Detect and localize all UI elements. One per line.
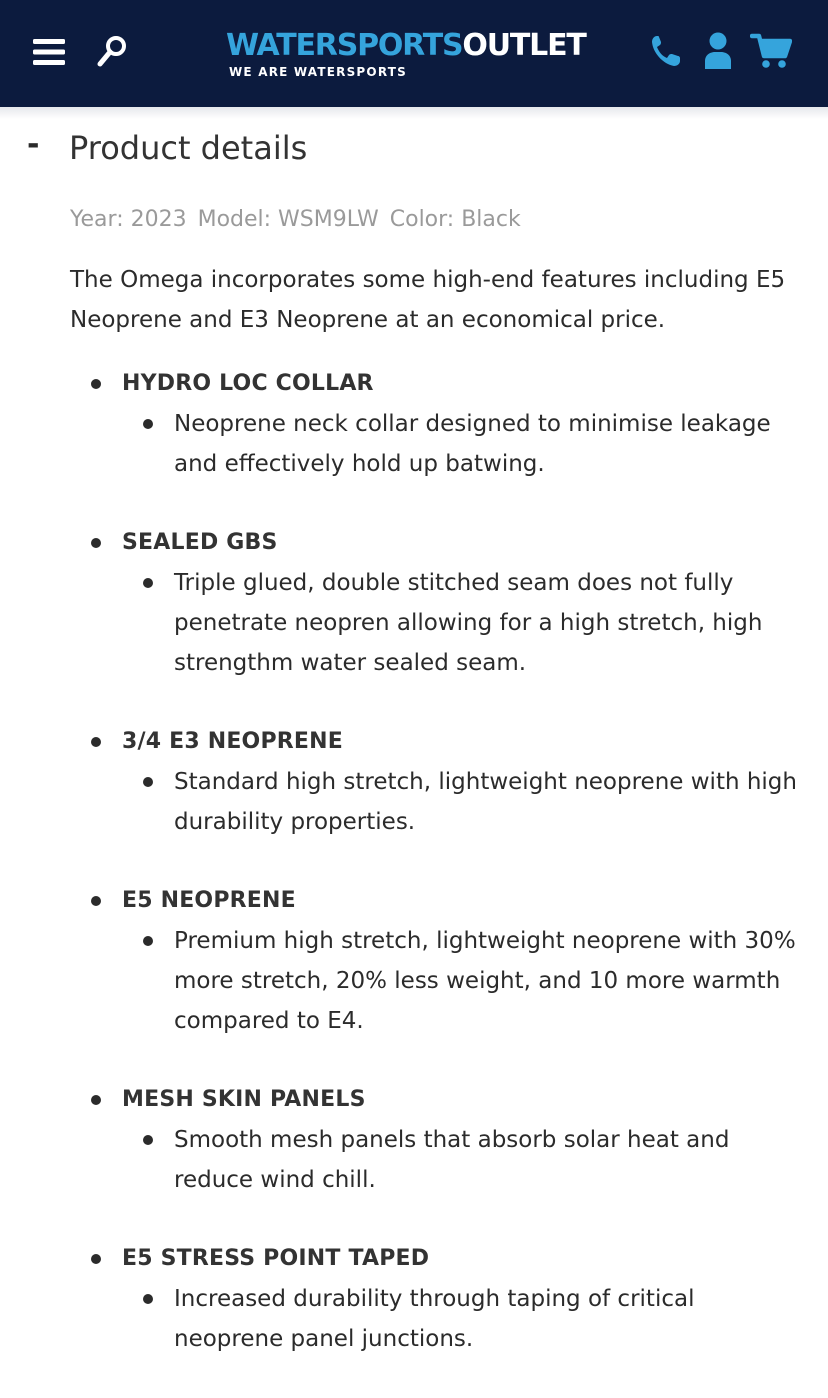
feature-title: SEALED GBS bbox=[122, 530, 278, 555]
collapse-toggle[interactable]: - bbox=[27, 127, 40, 162]
feature-title: E5 STRESS POINT TAPED bbox=[122, 1246, 430, 1271]
bullet-icon bbox=[143, 777, 153, 787]
feature-title: E5 NEOPRENE bbox=[122, 888, 296, 913]
logo-tagline: WE ARE WATERSPORTS bbox=[229, 65, 407, 79]
feature-description bbox=[122, 921, 810, 1041]
feature-item bbox=[70, 881, 810, 1041]
meta-model: Model: WSM9LW bbox=[197, 207, 379, 232]
feature-title: 3/4 E3 NEOPRENE bbox=[122, 729, 343, 754]
product-intro: The Omega incorporates some high-end features including E5 Neoprene and E3 Neoprene at an economical price. bbox=[70, 267, 786, 333]
feature-title: MESH SKIN PANELS bbox=[122, 1087, 366, 1112]
bullet-icon bbox=[143, 578, 153, 588]
header-shadow bbox=[0, 107, 828, 119]
meta-color: Color: Black bbox=[389, 207, 521, 232]
feature-description bbox=[122, 404, 810, 484]
feature-list bbox=[70, 364, 810, 1398]
feature-description-text: Standard high stretch, lightweight neoprene with high durability properties. bbox=[174, 769, 797, 835]
feature-description bbox=[122, 1120, 810, 1200]
cart-icon[interactable] bbox=[750, 32, 792, 70]
feature-description-text: Increased durability through taping of critical neoprene panel junctions. bbox=[174, 1286, 695, 1352]
feature-description bbox=[122, 1279, 810, 1359]
meta-year: Year: 2023 bbox=[70, 207, 187, 232]
feature-description-text: Neoprene neck collar designed to minimise leakage and effectively hold up batwing. bbox=[174, 411, 771, 477]
bullet-icon bbox=[91, 896, 101, 906]
site-header bbox=[0, 0, 828, 107]
bullet-icon bbox=[91, 1095, 101, 1105]
section-title[interactable]: Product details bbox=[69, 129, 308, 167]
feature-item bbox=[70, 1080, 810, 1200]
feature-description bbox=[122, 762, 810, 842]
bullet-icon bbox=[143, 419, 153, 429]
feature-description-text: Premium high stretch, lightweight neoprene with 30% more stretch, 20% less weight, and 10 more warmth compared to E4. bbox=[174, 928, 796, 1034]
menu-icon[interactable] bbox=[30, 34, 68, 70]
bullet-icon bbox=[91, 379, 101, 389]
feature-description-text: Smooth mesh panels that absorb solar heat and reduce wind chill. bbox=[174, 1127, 730, 1193]
feature-description-text: Triple glued, double stitched seam does not fully penetrate neopren allowing for a high stretch, high strengthm water sealed seam. bbox=[174, 570, 763, 676]
feature-item bbox=[70, 523, 810, 683]
site-logo[interactable] bbox=[226, 26, 606, 82]
bullet-icon bbox=[143, 1294, 153, 1304]
phone-icon[interactable] bbox=[648, 32, 684, 70]
feature-description bbox=[122, 563, 810, 683]
bullet-icon bbox=[143, 936, 153, 946]
search-icon[interactable] bbox=[94, 32, 130, 70]
bullet-icon bbox=[143, 1135, 153, 1145]
logo-wordmark: WATERSPORTSOUTLET bbox=[226, 28, 586, 63]
product-meta bbox=[70, 204, 521, 236]
feature-item bbox=[70, 364, 810, 484]
feature-title: HYDRO LOC COLLAR bbox=[122, 371, 374, 396]
feature-item bbox=[70, 1239, 810, 1359]
account-icon[interactable] bbox=[702, 31, 734, 71]
feature-item bbox=[70, 722, 810, 842]
bullet-icon bbox=[91, 1254, 101, 1264]
bullet-icon bbox=[91, 737, 101, 747]
bullet-icon bbox=[91, 538, 101, 548]
